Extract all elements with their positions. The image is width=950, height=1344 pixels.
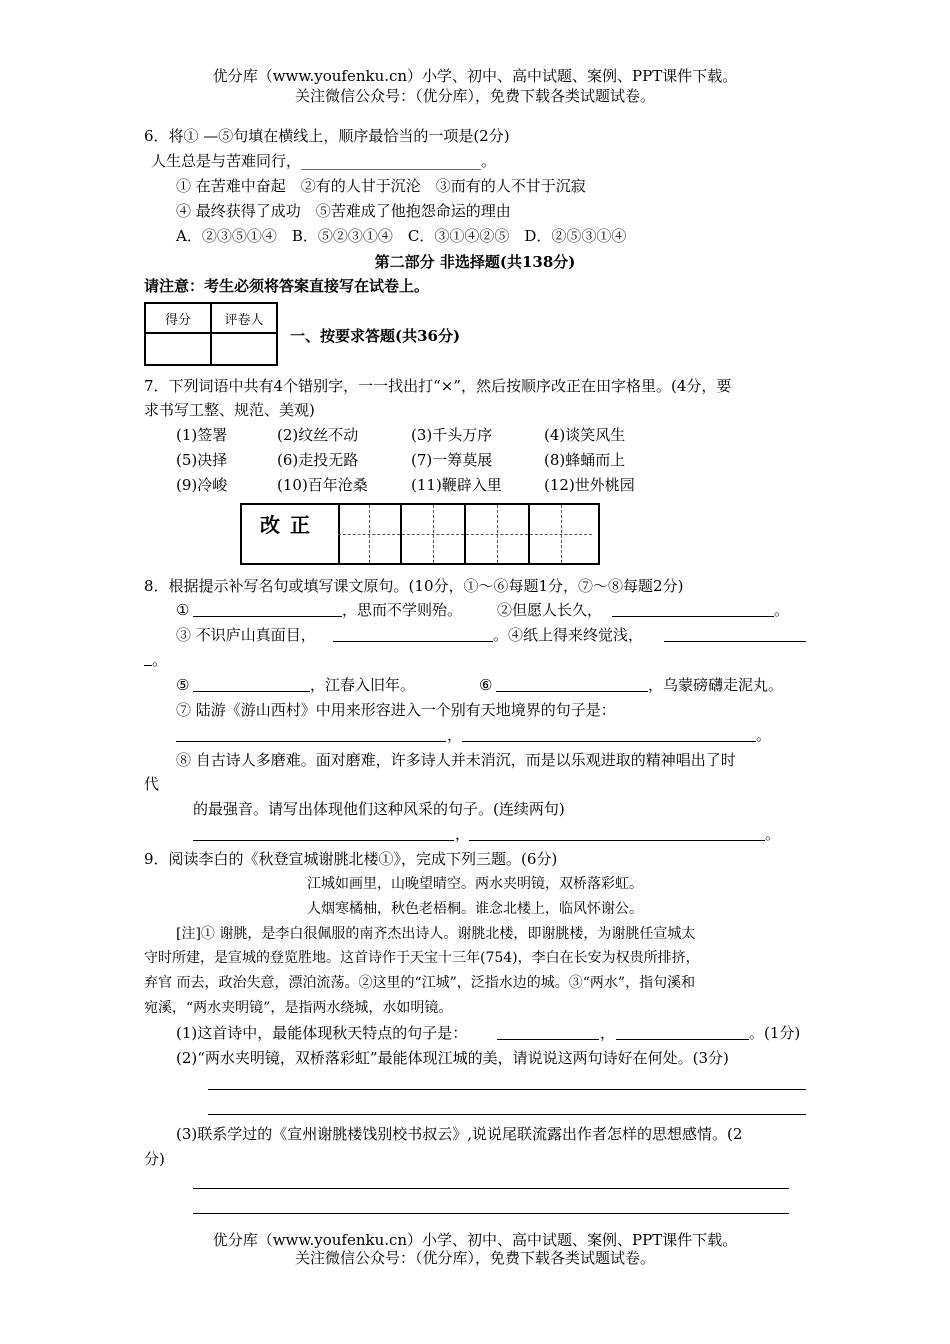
score-header: 得分 — [145, 303, 211, 333]
grid-cell-4[interactable] — [530, 505, 594, 563]
answer-line-2a[interactable] — [208, 1089, 806, 1090]
blank-3[interactable] — [333, 641, 493, 642]
footer-line-2: 关注微信公众号：（优分库），免费下载各类试题试卷。 — [294, 1249, 655, 1267]
poem-line-2: 人烟寒橘柚，秋色老梧桐。谁念北楼上，临风怀谢公。 — [307, 901, 643, 917]
q9-sub1-end: 。(1分) — [749, 1024, 801, 1042]
q8-stem: 8．根据提示补写名句或填写课文原句。(10分，①～⑥每题1分，⑦～⑧每题2分) — [144, 577, 684, 595]
q8-2-end: 。 — [774, 601, 790, 619]
q8-5-num: ⑤ — [176, 676, 190, 694]
part2-title: 第二部分 非选择题(共138分) — [374, 253, 576, 271]
answer-line-2b[interactable] — [208, 1114, 806, 1115]
word-6: (6)走投无路 — [277, 451, 359, 469]
q8-8-text-2: 代 — [144, 775, 160, 793]
q8-7-period: 。 — [756, 726, 772, 744]
q6-options: A．②③⑤①④ B．⑤②③①④ C．③①④②⑤ D．②⑤③①④ — [176, 227, 627, 245]
q8-8-period: 。 — [765, 825, 781, 843]
section1-title: 一、按要求答题(共36分) — [290, 327, 461, 345]
word-1: (1)签署 — [176, 426, 228, 444]
grid-cell-2[interactable] — [402, 505, 466, 563]
blank-9b[interactable] — [616, 1039, 749, 1040]
q7-stem-2: 求书写工整、规范、美观) — [144, 401, 315, 419]
q8-7-text: ⑦ 陆游《游山西村》中用来形容进入一个别有天地境界的句子是： — [176, 701, 616, 719]
word-7: (7)一筹莫展 — [411, 451, 493, 469]
word-2: (2)纹丝不动 — [277, 426, 359, 444]
blank-8b[interactable] — [469, 840, 765, 841]
q6-stem: 6．将① —⑤句填在横线上，顺序最恰当的一项是(2分) — [144, 127, 510, 145]
q8-1-num: ① — [176, 601, 190, 619]
blank-9a[interactable] — [497, 1039, 599, 1040]
poem-line-1: 江城如画里，山晚望晴空。两水夹明镜，双桥落彩虹。 — [307, 876, 643, 892]
q6-items-1: ① 在苦难中奋起 ②有的人甘于沉沦 ③而有的人不甘于沉寂 — [176, 177, 586, 195]
word-3: (3)千头万序 — [411, 426, 493, 444]
word-11: (11)鞭辟入里 — [411, 476, 502, 494]
q8-3-text: ③ 不识庐山真面目， — [176, 626, 316, 644]
blank-4-cont[interactable] — [144, 665, 152, 666]
score-cell[interactable] — [145, 333, 211, 365]
blank-1[interactable] — [193, 616, 342, 617]
q8-4-text: 。④纸上得来终觉浅， — [493, 626, 644, 644]
blank-6[interactable] — [496, 691, 648, 692]
word-10: (10)百年沧桑 — [277, 476, 368, 494]
word-8: (8)蜂蛹而上 — [544, 451, 626, 469]
note-line-4: 宛溪，“两水夹明镜”，是指两水绕城，水如明镜。 — [144, 1000, 453, 1016]
footer-line-1: 优分库（www.youfenku.cn）小学、初中、高中试题、案例、PPT课件下载。 — [212, 1231, 738, 1249]
correction-grid — [240, 503, 600, 565]
q9-stem: 9．阅读李白的《秋登宣城谢朓北楼①》，完成下列三题。(6分) — [144, 850, 558, 868]
q9-sub1-text: (1)这首诗中，最能体现秋天特点的句子是： — [176, 1024, 468, 1042]
q7-stem-1: 7．下列词语中共有4个错别字，一一找出打“×”，然后按顺序改正在田字格里。(4分，要 — [144, 377, 732, 395]
note-line-3: 弃官 而去，政治失意，漂泊流荡。②这里的“江城”，泛指水边的城。③“两水”，指句溪和 — [144, 975, 696, 991]
blank-2[interactable] — [612, 616, 774, 617]
note-line-1: [注]① 谢朓，是李白很佩服的南齐杰出诗人。谢朓北楼，即谢朓楼，为谢朓任宣城太 — [176, 926, 696, 942]
q9-sub3-text-1: (3)联系学过的《宣州谢朓楼饯别校书叔云》,说说尾联流露出作者怎样的思想感情。(2 — [176, 1125, 743, 1143]
word-5: (5)决择 — [176, 451, 228, 469]
blank-7a[interactable] — [176, 741, 446, 742]
correction-label: 改正 — [242, 505, 340, 563]
q8-2-text: ②但愿人长久， — [497, 601, 603, 619]
q8-8-text-3: 的最强音。请写出体现他们这种风采的句子。(连续两句) — [193, 800, 565, 818]
q9-sub1-comma: ， — [600, 1024, 616, 1042]
header-line-2: 关注微信公众号：（优分库），免费下载各类试题试卷。 — [294, 87, 655, 105]
q8-8-comma: ， — [455, 825, 471, 843]
q6-sentence: 人生总是与苦难同行，________________________。 — [151, 152, 497, 170]
q9-sub2-text: (2)“两水夹明镜，双桥落彩虹”最能体现江城的美，请说说这两句诗好在何处。(3分) — [176, 1049, 729, 1067]
q8-6-text: ，乌蒙磅礴走泥丸。 — [648, 676, 784, 694]
blank-4[interactable] — [664, 641, 806, 642]
q8-4-end: 。 — [152, 651, 168, 669]
blank-7b[interactable] — [462, 741, 756, 742]
answer-line-3b[interactable] — [193, 1213, 789, 1214]
grid-cell-1[interactable] — [338, 505, 402, 563]
grid-cell-3[interactable] — [466, 505, 530, 563]
q8-1-text: ，思而不学则殆。 — [342, 601, 463, 619]
q8-6-num: ⑥ — [479, 676, 493, 694]
part2-notice: 请注意：考生必须将答案直接写在试卷上。 — [144, 277, 430, 295]
answer-line-3a[interactable] — [193, 1188, 789, 1189]
header-line-1: 优分库（www.youfenku.cn）小学、初中、高中试题、案例、PPT课件下载。 — [212, 67, 738, 85]
blank-8a[interactable] — [193, 840, 454, 841]
q8-5-text: ，江春入旧年。 — [310, 676, 416, 694]
blank-5[interactable] — [193, 691, 310, 692]
q9-sub3-text-2: 分) — [144, 1150, 165, 1168]
q8-7-comma: ， — [447, 726, 463, 744]
score-table — [144, 302, 278, 366]
word-12: (12)世外桃园 — [544, 476, 635, 494]
grader-cell[interactable] — [211, 333, 277, 365]
note-line-2: 守时所建，是宣城的登览胜地。这首诗作于天宝十三年(754)，李白在长安为权贵所排挤， — [144, 950, 700, 966]
q8-8-text-1: ⑧ 自古诗人多磨难。面对磨难，许多诗人并未消沉，而是以乐观进取的精神唱出了时 — [176, 751, 736, 769]
word-4: (4)谈笑风生 — [544, 426, 626, 444]
grader-header: 评卷人 — [211, 303, 277, 333]
q6-items-2: ④ 最终获得了成功 ⑤苦难成了他抱怨命运的理由 — [176, 202, 511, 220]
word-9: (9)冷峻 — [176, 476, 228, 494]
